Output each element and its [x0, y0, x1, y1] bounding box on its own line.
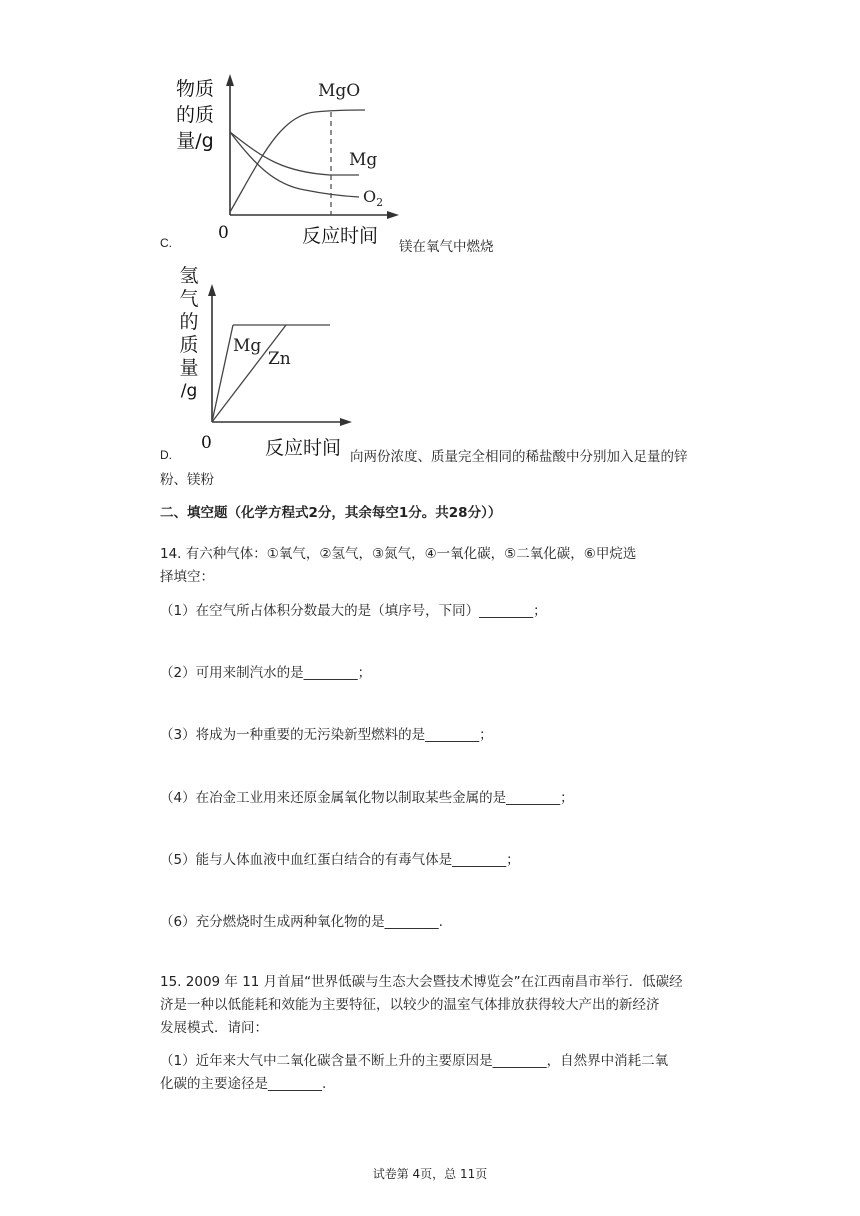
chart-d-ylabel: [175, 265, 203, 403]
q14-item: （3）将成为一种重要的无污染新型燃料的是________；: [160, 727, 493, 743]
chart-c-ylabel-line: 物质: [175, 78, 214, 100]
chart-d-ylabel-line: 量: [179, 357, 199, 379]
chart-c-series-label-mgo: MgO: [318, 81, 361, 101]
q14-item: （4）在冶金工业用来还原金属氧化物以制取某些金属的是________；: [160, 790, 574, 806]
chart-d-ylabel-line: 氢: [179, 265, 199, 287]
q14-item: （2）可用来制汽水的是________；: [160, 665, 372, 681]
q14-item: （5）能与人体血液中血红蛋白结合的有毒气体是________；: [160, 852, 520, 868]
chart-d-series-label-mg: Mg: [233, 336, 262, 356]
chart-c-series-label-o2: $O_2$: [363, 187, 384, 209]
chart-c-xlabel: 反应时间: [302, 225, 379, 247]
q15-stem-line1: 15. 2009 年 11 月首届“世界低碳与生态大会暨技术博览会”在江西南昌市举行．低碳经: [160, 974, 683, 990]
q14-stem-line2: 择填空：: [160, 569, 214, 585]
chart-d-xlabel: 反应时间: [265, 437, 342, 459]
chart-d-ylabel-line: 质: [179, 334, 199, 356]
chart-d-y-arrow: [208, 284, 216, 296]
q15-item1-line2: 化碳的主要途径是________.: [160, 1076, 327, 1092]
chart-c-caption: 镁在氧气中燃烧: [399, 239, 494, 255]
chart-c-ylabel-line: 的质: [175, 104, 214, 126]
section-title: 二、填空题（化学方程式2分，其余每空1分。共28分））: [160, 505, 502, 521]
chart-d-origin: 0: [201, 433, 212, 453]
q14-item: （1）在空气所占体积分数最大的是（填序号，下同）________；: [160, 603, 547, 619]
q14-stem-line1: 14. 有六种气体：①氧气，②氢气，③氮气，④一氧化碳，⑤二氧化碳，⑥甲烷选: [160, 546, 637, 562]
chart-d-x-arrow: [340, 418, 352, 426]
chart-c-o2-curve: [230, 132, 359, 197]
chart-d-ylabel-line: 气: [179, 288, 199, 310]
chart-c-mgo-curve: [230, 110, 365, 212]
chart-d-ylabel-line: /g: [180, 381, 198, 401]
chart-d: [200, 278, 360, 438]
chart-d-caption-line1: 向两份浓度、质量完全相同的稀盐酸中分别加入足量的锌: [350, 449, 688, 465]
q14-item: （6）充分燃烧时生成两种氧化物的是________.: [160, 914, 443, 930]
chart-d-series-label-zn: Zn: [268, 349, 291, 369]
chart-c-origin: 0: [218, 223, 229, 243]
chart-c-y-arrow: [226, 74, 234, 86]
chart-c: [215, 70, 415, 240]
q15-item1-line1: （1）近年来大气中二氧化碳含量不断上升的主要原因是________，自然界中消耗二氧: [160, 1053, 669, 1069]
chart-d-caption-line2: 粉、镁粉: [160, 472, 214, 488]
q15-stem-line2: 济是一种以低能耗和效能为主要特征，以较少的温室气体排放获得较大产出的新经济: [160, 997, 660, 1013]
chart-d-ylabel-line: 的: [179, 311, 199, 333]
chart-c-ylabel: [170, 76, 220, 154]
option-c-letter: C.: [160, 236, 172, 250]
chart-c-mg-curve: [230, 132, 359, 175]
chart-c-ylabel-line: 量/g: [176, 130, 214, 152]
option-d-letter: D.: [160, 448, 172, 462]
chart-c-x-arrow: [387, 211, 399, 219]
page-footer: 试卷第 4页，总 11页: [372, 1167, 488, 1181]
q15-stem-line3: 发展模式．请问：: [160, 1020, 268, 1036]
chart-c-series-label-mg: Mg: [349, 150, 378, 170]
